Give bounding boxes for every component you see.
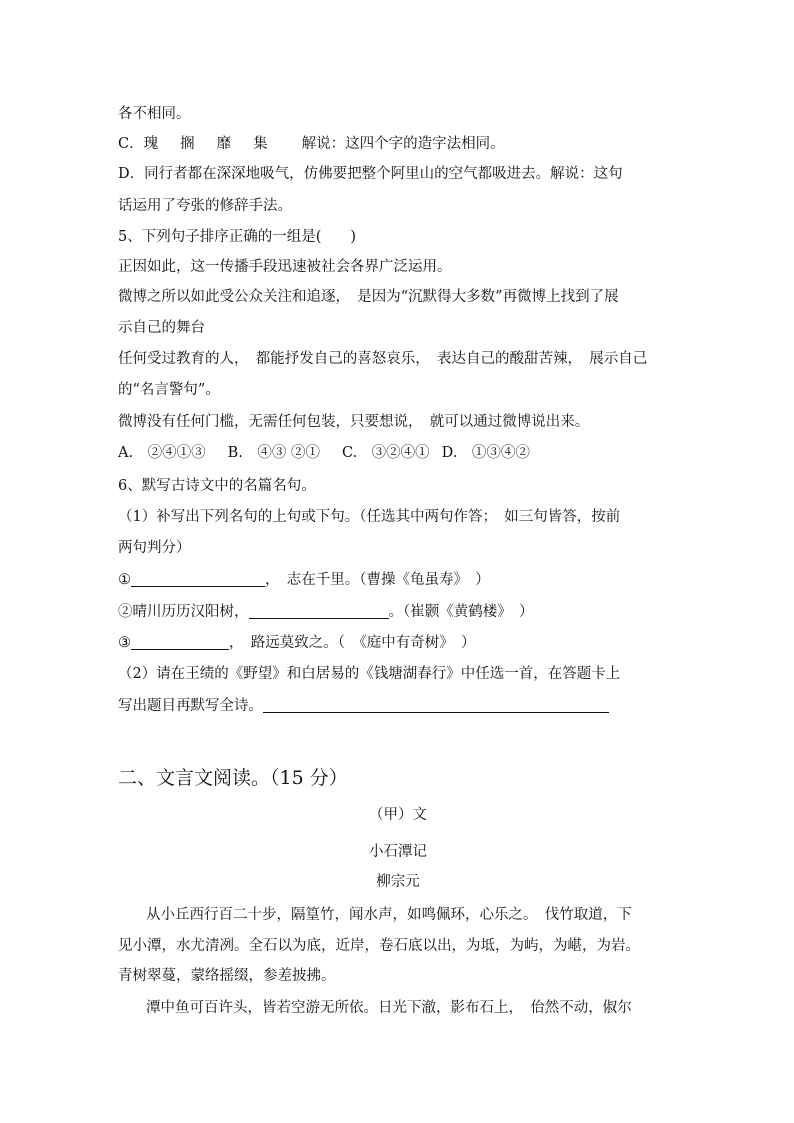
q6-item-2-suffix: 。（崔颢《黄鹤楼》 ） bbox=[388, 604, 534, 620]
q4-c-char-4: 集 bbox=[253, 136, 268, 152]
q5-sentence-2-line2: 示自己的舞台 bbox=[118, 320, 205, 336]
q6-part2-line1: （2）请在王绩的《野望》和白居易的《钱塘湖春行》中任选一首，在答题卡上 bbox=[118, 666, 621, 682]
passage-para1-line1: 从小丘西行百二十步，隔篁竹，闻水声，如鸣佩环，心乐之。 伐竹取道，下 bbox=[146, 907, 632, 923]
q5-title: 5、下列句子排序正确的一组是( ) bbox=[118, 229, 357, 245]
q6-item-3-blank[interactable] bbox=[131, 633, 229, 650]
q4-c-char-3: 靡 bbox=[216, 136, 232, 152]
q4-option-d-line2: 话运用了夸张的修辞手法。 bbox=[118, 198, 292, 214]
q5-sentence-2-line1: 微博之所以如此受公众关注和追逐， 是因为“沉默得大多数”再微博上找到了展 bbox=[118, 289, 619, 305]
q6-item-1-prefix: ① bbox=[118, 572, 131, 588]
q5-sentence-3-line2: 的“名言警句”。 bbox=[118, 382, 220, 398]
passage-para2-line1: 潭中鱼可百许头，皆若空游无所依。日光下澈，影布石上， 佁然不动，俶尔 bbox=[146, 1000, 632, 1016]
q4-c-char-2: 搁 bbox=[180, 136, 195, 152]
q5-option-b: B. ④③ ②① bbox=[227, 445, 320, 461]
q5-option-c: C. ③②④① bbox=[341, 445, 430, 461]
q6-part2-line2 bbox=[118, 696, 678, 716]
q6-part1-line2: 两句判分） bbox=[118, 540, 191, 556]
passage-author: 柳宗元 bbox=[376, 874, 420, 890]
q5-sentence-3-line1: 任何受过教育的人， 都能抒发自己的喜怒哀乐， 表达自己的酸甜苦辣， 展示自己 bbox=[118, 351, 648, 367]
q5-option-a: A. ②④①③ bbox=[118, 445, 206, 461]
q6-item-2 bbox=[118, 602, 678, 622]
q6-item-3-prefix: ③ bbox=[118, 635, 131, 651]
passage-title: 小石潭记 bbox=[369, 844, 427, 860]
q6-part2-prompt: 写出题目再默写全诗。 bbox=[118, 698, 263, 714]
q6-part2-blank[interactable] bbox=[263, 696, 609, 713]
q5-option-d: D. ①③④② bbox=[441, 445, 530, 461]
q6-item-2-prefix: ②晴川历历汉阳树， bbox=[118, 604, 249, 620]
q5-sentence-1: 正因如此，这一传播手段迅速被社会各界广泛运用。 bbox=[118, 259, 452, 275]
q6-item-3-suffix: ， 路远莫致之。（ 《庭中有奇树》 ） bbox=[229, 635, 476, 651]
q6-title: 6、默写古诗文中的名篇名句。 bbox=[118, 478, 316, 494]
q6-part1-line1: （1）补写出下列名句的上句或下句。（任选其中两句作答； 如三句皆答，按前 bbox=[118, 509, 621, 525]
section-2-heading: 二、文言文阅读。（15 分） bbox=[118, 767, 348, 789]
q6-item-1-suffix: ， 志在千里。（曹操《龟虽寿》 ） bbox=[265, 572, 490, 588]
q6-item-1-blank[interactable] bbox=[131, 570, 265, 587]
q5-options bbox=[118, 443, 678, 463]
q5-sentence-4: 微博没有任何门槛，无需任何包装，只要想说， 就可以通过微博说出来。 bbox=[118, 414, 590, 430]
q4-continuation: 各不相同。 bbox=[118, 106, 191, 122]
passage-part-label: （甲）文 bbox=[369, 807, 427, 823]
q6-item-3 bbox=[118, 633, 678, 653]
q6-item-2-blank[interactable] bbox=[249, 602, 389, 619]
q6-item-1 bbox=[118, 570, 678, 590]
q4-option-c bbox=[118, 134, 678, 154]
q4-option-d-line1: D．同行者都在深深地吸气，仿佛要把整个阿里山的空气都吸进去。解说：这句 bbox=[118, 166, 623, 182]
passage-para1-line2: 见小潭，水尤清冽。全石以为底，近岸，卷石底以出，为坻，为屿，为嵁，为岩。 bbox=[118, 938, 640, 954]
q4-c-note: 解说：这四个字的造字法相同。 bbox=[301, 136, 505, 152]
passage-para1-line3: 青树翠蔓，蒙络摇缀，参差披拂。 bbox=[118, 968, 336, 984]
q4-c-char-1: C．瑰 bbox=[118, 136, 159, 152]
